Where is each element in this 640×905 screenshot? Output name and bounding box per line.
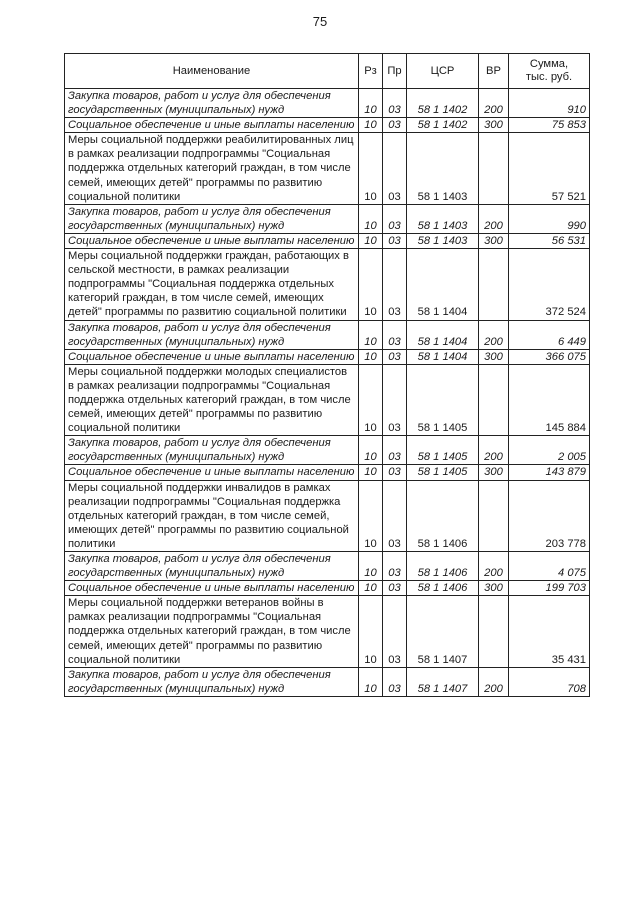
header-sum-line1: Сумма, — [529, 58, 569, 70]
cell-vr: 200 — [479, 89, 509, 118]
cell-sum: 199 703 — [509, 581, 590, 596]
table-row — [65, 465, 590, 480]
cell-pr: 03 — [383, 596, 407, 667]
cell-csr: 58 1 1407 — [407, 596, 479, 667]
cell-sum: 57 521 — [509, 133, 590, 204]
cell-csr: 58 1 1405 — [407, 364, 479, 435]
table-row — [65, 436, 590, 465]
table-row — [65, 596, 590, 667]
cell-pr: 03 — [383, 364, 407, 435]
table-row — [65, 204, 590, 233]
cell-name: Социальное обеспечение и иные выплаты населению — [65, 581, 359, 596]
cell-pr: 03 — [383, 320, 407, 349]
table-row — [65, 667, 590, 696]
cell-sum: 203 778 — [509, 480, 590, 551]
budget-table — [64, 53, 590, 697]
table-row — [65, 249, 590, 320]
cell-csr: 58 1 1406 — [407, 552, 479, 581]
cell-pr: 03 — [383, 667, 407, 696]
cell-pr: 03 — [383, 349, 407, 364]
cell-vr: 300 — [479, 465, 509, 480]
cell-vr — [479, 364, 509, 435]
cell-rz: 10 — [359, 118, 383, 133]
cell-csr: 58 1 1406 — [407, 480, 479, 551]
cell-name: Меры социальной поддержки ветеранов войны в рамках реализации подпрограммы "Социальная поддержка отдельных категорий граждан, в том числе семей, имеющих детей" программы по развитию социальной политики — [65, 596, 359, 667]
cell-vr — [479, 596, 509, 667]
cell-name: Закупка товаров, работ и услуг для обеспечения государственных (муниципальных) нужд — [65, 667, 359, 696]
cell-sum: 990 — [509, 204, 590, 233]
cell-vr: 200 — [479, 667, 509, 696]
cell-csr: 58 1 1403 — [407, 204, 479, 233]
cell-pr: 03 — [383, 436, 407, 465]
cell-csr: 58 1 1405 — [407, 465, 479, 480]
cell-sum: 75 853 — [509, 118, 590, 133]
cell-name: Социальное обеспечение и иные выплаты населению — [65, 233, 359, 248]
cell-rz: 10 — [359, 465, 383, 480]
table-row — [65, 552, 590, 581]
cell-name: Социальное обеспечение и иные выплаты населению — [65, 118, 359, 133]
cell-name: Закупка товаров, работ и услуг для обеспечения государственных (муниципальных) нужд — [65, 552, 359, 581]
cell-rz: 10 — [359, 480, 383, 551]
cell-vr — [479, 249, 509, 320]
table-row — [65, 364, 590, 435]
cell-pr: 03 — [383, 118, 407, 133]
header-sum — [509, 54, 590, 89]
cell-vr: 300 — [479, 349, 509, 364]
cell-name: Закупка товаров, работ и услуг для обеспечения государственных (муниципальных) нужд — [65, 204, 359, 233]
cell-rz: 10 — [359, 581, 383, 596]
table-row — [65, 89, 590, 118]
header-rz: Рз — [359, 54, 383, 89]
cell-rz: 10 — [359, 596, 383, 667]
cell-pr: 03 — [383, 233, 407, 248]
cell-pr: 03 — [383, 465, 407, 480]
cell-rz: 10 — [359, 133, 383, 204]
cell-sum: 143 879 — [509, 465, 590, 480]
cell-pr: 03 — [383, 581, 407, 596]
cell-vr: 300 — [479, 118, 509, 133]
cell-csr: 58 1 1404 — [407, 320, 479, 349]
cell-name: Закупка товаров, работ и услуг для обеспечения государственных (муниципальных) нужд — [65, 89, 359, 118]
cell-vr — [479, 480, 509, 551]
cell-sum: 145 884 — [509, 364, 590, 435]
cell-rz: 10 — [359, 204, 383, 233]
cell-csr: 58 1 1402 — [407, 89, 479, 118]
cell-pr: 03 — [383, 249, 407, 320]
table-row — [65, 480, 590, 551]
cell-csr: 58 1 1403 — [407, 233, 479, 248]
cell-name: Социальное обеспечение и иные выплаты населению — [65, 465, 359, 480]
cell-name: Меры социальной поддержки реабилитированных лиц в рамках реализации подпрограммы "Социальная поддержка отдельных категорий граждан, в том числе семей, имеющих детей" программы по развитию социальной политики — [65, 133, 359, 204]
cell-sum: 372 524 — [509, 249, 590, 320]
cell-name: Меры социальной поддержки инвалидов в рамках реализации подпрограммы "Социальная поддержка отдельных категорий граждан, в том числе семей, имеющих детей" программы по развитию социальной политики — [65, 480, 359, 551]
cell-sum: 6 449 — [509, 320, 590, 349]
cell-vr: 300 — [479, 581, 509, 596]
cell-rz: 10 — [359, 436, 383, 465]
table-row — [65, 118, 590, 133]
header-name: Наименование — [65, 54, 359, 89]
cell-sum: 56 531 — [509, 233, 590, 248]
cell-rz: 10 — [359, 320, 383, 349]
cell-sum: 4 075 — [509, 552, 590, 581]
cell-sum: 366 075 — [509, 349, 590, 364]
table-row — [65, 233, 590, 248]
cell-csr: 58 1 1403 — [407, 133, 479, 204]
cell-rz: 10 — [359, 349, 383, 364]
cell-rz: 10 — [359, 667, 383, 696]
cell-csr: 58 1 1407 — [407, 667, 479, 696]
cell-rz: 10 — [359, 249, 383, 320]
cell-vr — [479, 133, 509, 204]
cell-rz: 10 — [359, 552, 383, 581]
cell-rz: 10 — [359, 233, 383, 248]
cell-csr: 58 1 1404 — [407, 349, 479, 364]
cell-rz: 10 — [359, 364, 383, 435]
table-body — [65, 89, 590, 697]
cell-pr: 03 — [383, 480, 407, 551]
cell-pr: 03 — [383, 552, 407, 581]
cell-sum: 910 — [509, 89, 590, 118]
cell-name: Меры социальной поддержки молодых специалистов в рамках реализации подпрограммы "Социальная поддержка отдельных категорий граждан, в том числе семей, имеющих детей" программы по развитию социальной политики — [65, 364, 359, 435]
header-pr: Пр — [383, 54, 407, 89]
cell-csr: 58 1 1404 — [407, 249, 479, 320]
table-row — [65, 349, 590, 364]
cell-pr: 03 — [383, 133, 407, 204]
cell-name: Закупка товаров, работ и услуг для обеспечения государственных (муниципальных) нужд — [65, 320, 359, 349]
cell-vr: 300 — [479, 233, 509, 248]
header-csr: ЦСР — [407, 54, 479, 89]
cell-sum: 708 — [509, 667, 590, 696]
cell-name: Закупка товаров, работ и услуг для обеспечения государственных (муниципальных) нужд — [65, 436, 359, 465]
header-sum-line2: тыс. руб. — [525, 71, 573, 83]
cell-vr: 200 — [479, 436, 509, 465]
page-number: 75 — [312, 14, 328, 29]
cell-vr: 200 — [479, 552, 509, 581]
cell-vr: 200 — [479, 204, 509, 233]
cell-csr: 58 1 1402 — [407, 118, 479, 133]
table-header-row — [65, 54, 590, 89]
cell-sum: 35 431 — [509, 596, 590, 667]
header-vr: ВР — [479, 54, 509, 89]
cell-name: Меры социальной поддержки граждан, работающих в сельской местности, в рамках реализации подпрограммы "Социальная поддержка отдельных категорий граждан, в том числе семей, имеющих детей" программы по развитию социальной политики — [65, 249, 359, 320]
cell-name: Социальное обеспечение и иные выплаты населению — [65, 349, 359, 364]
cell-vr: 200 — [479, 320, 509, 349]
table-row — [65, 133, 590, 204]
cell-pr: 03 — [383, 89, 407, 118]
cell-csr: 58 1 1405 — [407, 436, 479, 465]
cell-pr: 03 — [383, 204, 407, 233]
cell-rz: 10 — [359, 89, 383, 118]
cell-sum: 2 005 — [509, 436, 590, 465]
cell-csr: 58 1 1406 — [407, 581, 479, 596]
table-row — [65, 320, 590, 349]
table-row — [65, 581, 590, 596]
